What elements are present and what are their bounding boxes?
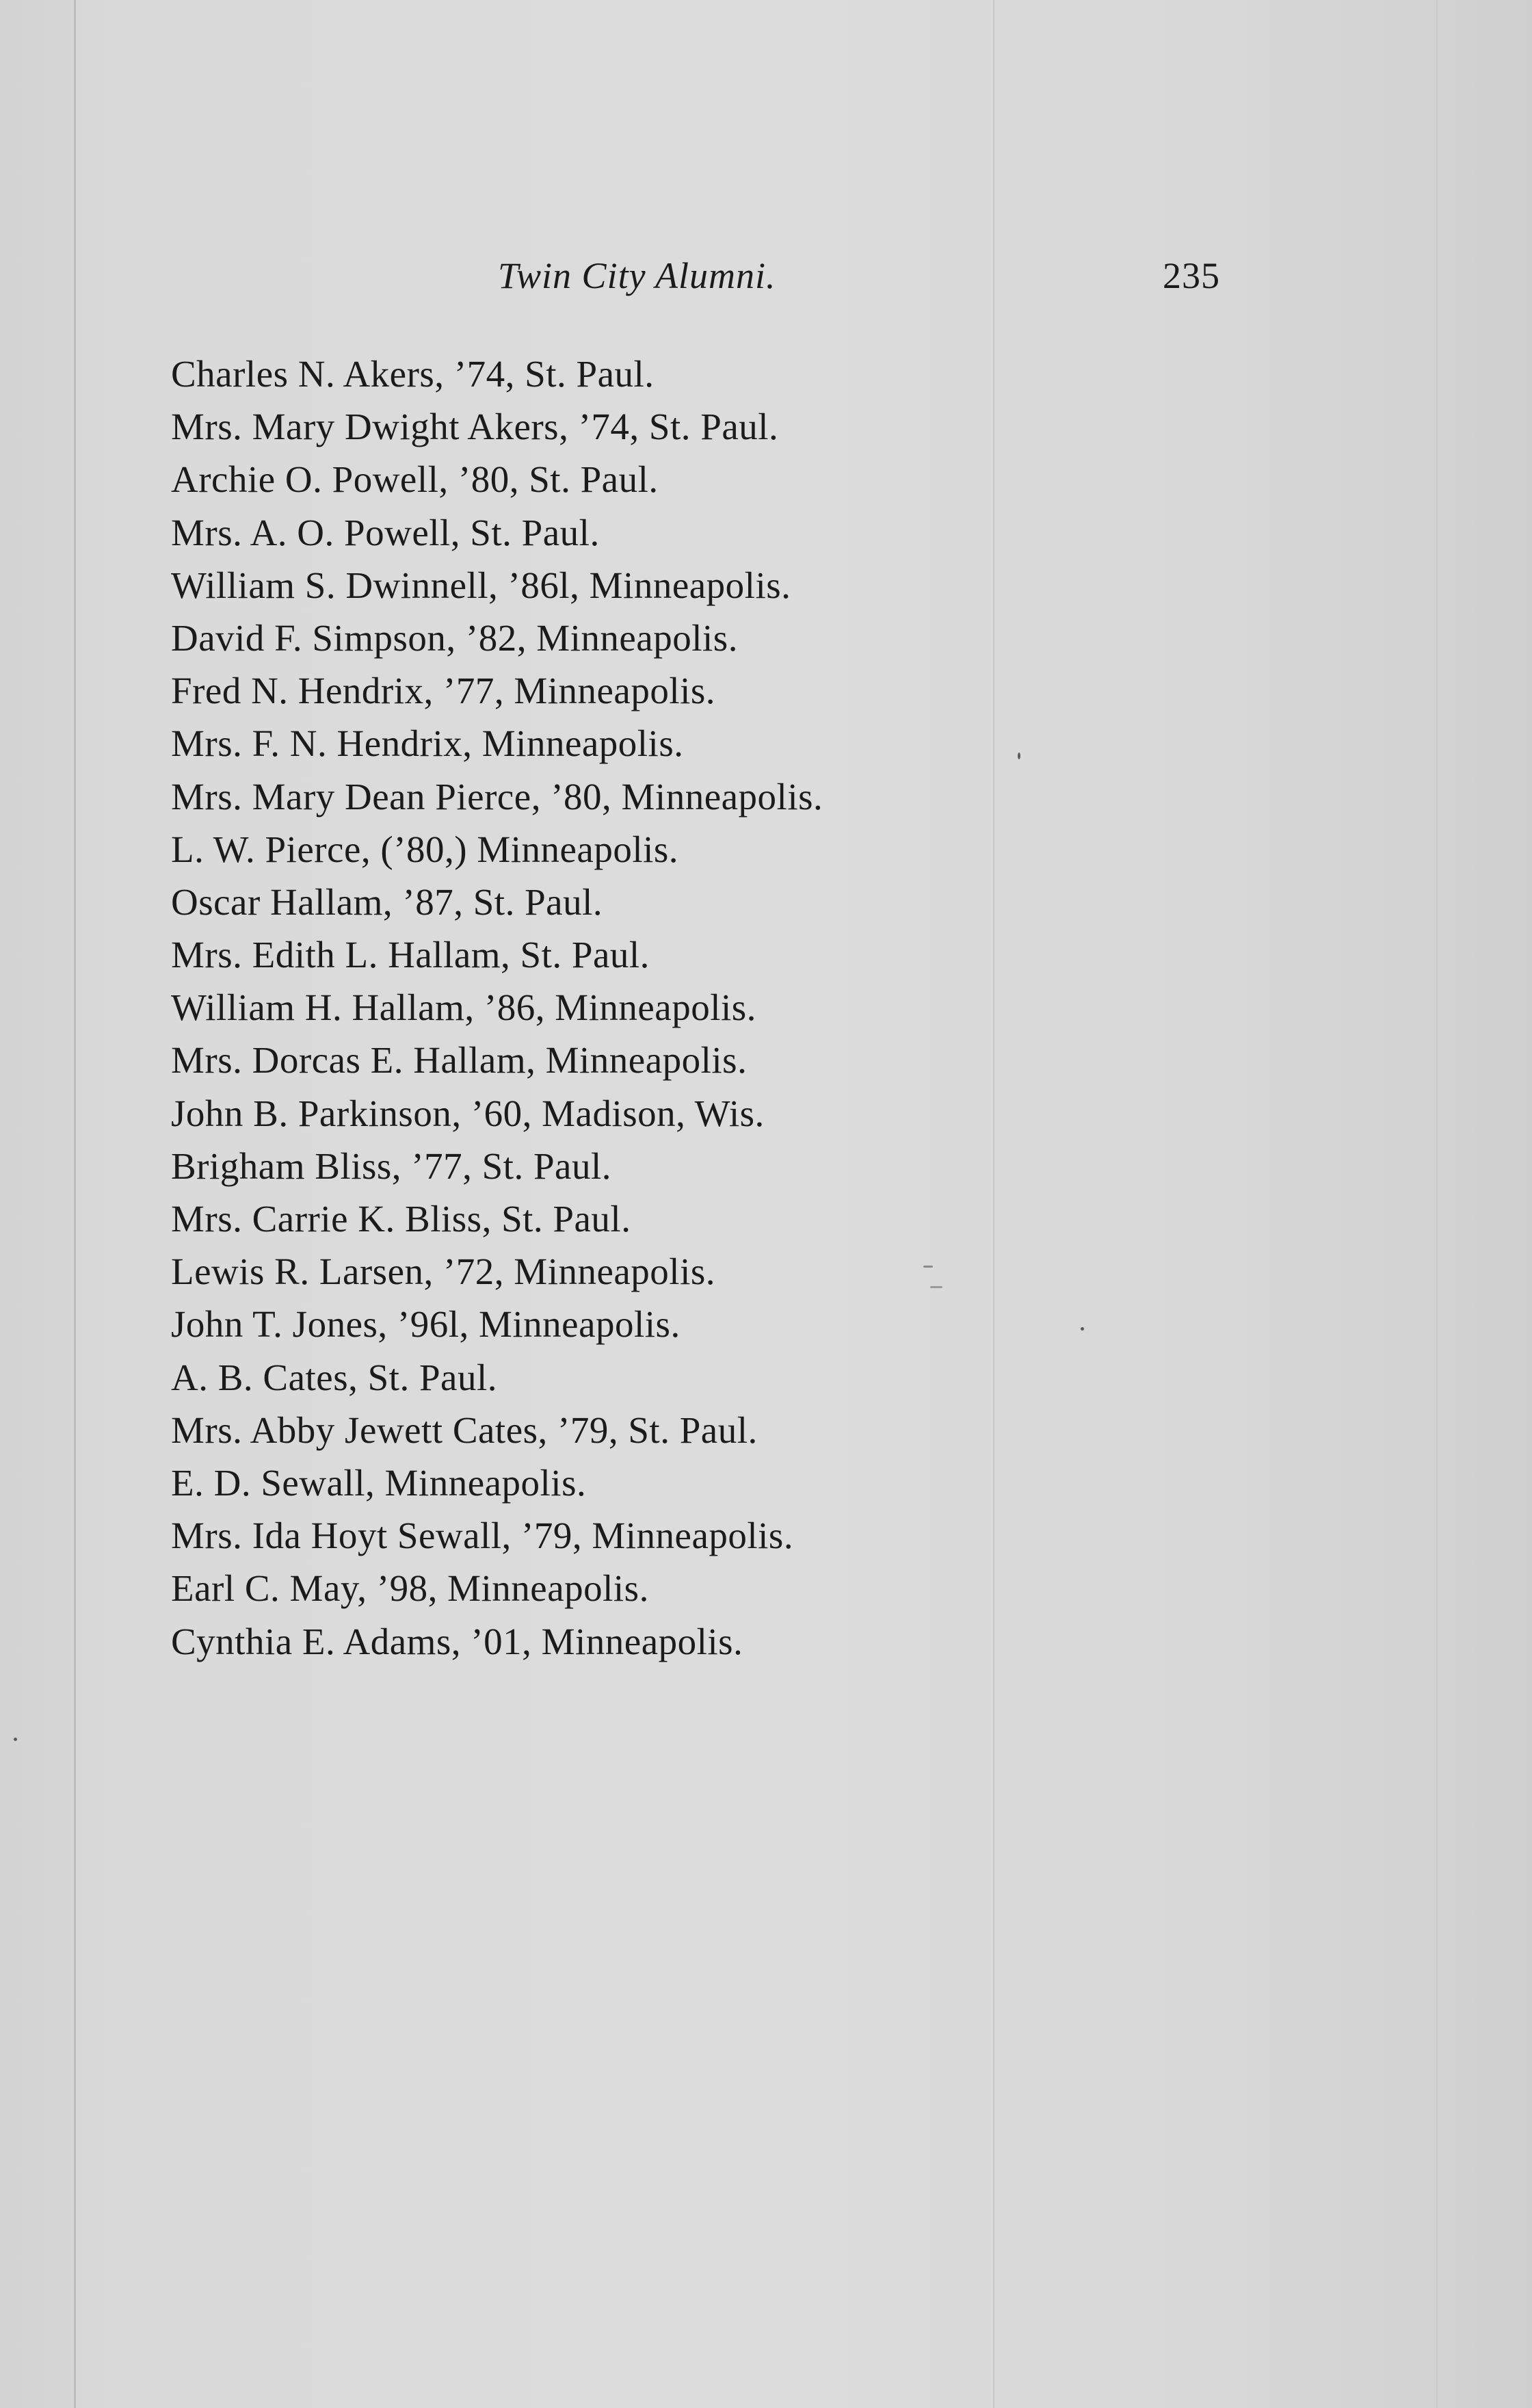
paper-speck (1018, 752, 1020, 759)
alumni-list (171, 348, 823, 1668)
paper-speck (14, 1738, 17, 1741)
alumni-entry: William S. Dwinnell, ’86l, Minneapolis. (171, 564, 791, 606)
alumni-entry: Fred N. Hendrix, ’77, Minneapolis. (171, 670, 716, 712)
page-header (0, 254, 1532, 316)
alumni-entry: Oscar Hallam, ’87, St. Paul. (171, 880, 603, 923)
alumni-entry: William H. Hallam, ’86, Minneapolis. (171, 986, 756, 1029)
alumni-entry: Mrs. Ida Hoyt Sewall, ’79, Minneapolis. (171, 1515, 794, 1557)
alumni-entry: Mrs. Dorcas E. Hallam, Minneapolis. (171, 1039, 748, 1082)
page-crease-line (993, 0, 994, 2408)
alumni-entry: Mrs. Carrie K. Bliss, St. Paul. (171, 1198, 631, 1240)
alumni-entry: Archie O. Powell, ’80, St. Paul. (171, 458, 659, 501)
alumni-entry: Mrs. Abby Jewett Cates, ’79, St. Paul. (171, 1409, 758, 1451)
alumni-entry: Mrs. Mary Dwight Akers, ’74, St. Paul. (171, 406, 779, 448)
running-title: Twin City Alumni. (498, 255, 776, 296)
alumni-entry: Charles N. Akers, ’74, St. Paul. (171, 353, 655, 395)
alumni-entry: L. W. Pierce, (’80,) Minneapolis. (171, 828, 679, 870)
alumni-entry: Mrs. Edith L. Hallam, St. Paul. (171, 934, 650, 976)
alumni-entry: John B. Parkinson, ’60, Madison, Wis. (171, 1092, 765, 1134)
page-number: 235 (1163, 255, 1220, 296)
alumni-entry: Earl C. May, ’98, Minneapolis. (171, 1567, 649, 1610)
page-gutter-shadow (74, 0, 76, 2408)
alumni-entry: A. B. Cates, St. Paul. (171, 1356, 497, 1398)
alumni-entry: David F. Simpson, ’82, Minneapolis. (171, 616, 738, 659)
alumni-entry: E. D. Sewall, Minneapolis. (171, 1461, 587, 1504)
paper-speck (930, 1286, 942, 1288)
alumni-entry: John T. Jones, ’96l, Minneapolis. (171, 1303, 681, 1346)
page-edge-line (1436, 0, 1438, 2408)
alumni-entry: Mrs. F. N. Hendrix, Minneapolis. (171, 722, 684, 765)
alumni-entry: Mrs. A. O. Powell, St. Paul. (171, 511, 600, 553)
alumni-entry: Brigham Bliss, ’77, St. Paul. (171, 1144, 611, 1187)
paper-speck (1081, 1327, 1084, 1331)
paper-speck (923, 1266, 933, 1268)
alumni-entry: Lewis R. Larsen, ’72, Minneapolis. (171, 1251, 716, 1293)
alumni-entry: Mrs. Mary Dean Pierce, ’80, Minneapolis. (171, 775, 823, 817)
alumni-entry: Cynthia E. Adams, ’01, Minneapolis. (171, 1620, 743, 1662)
